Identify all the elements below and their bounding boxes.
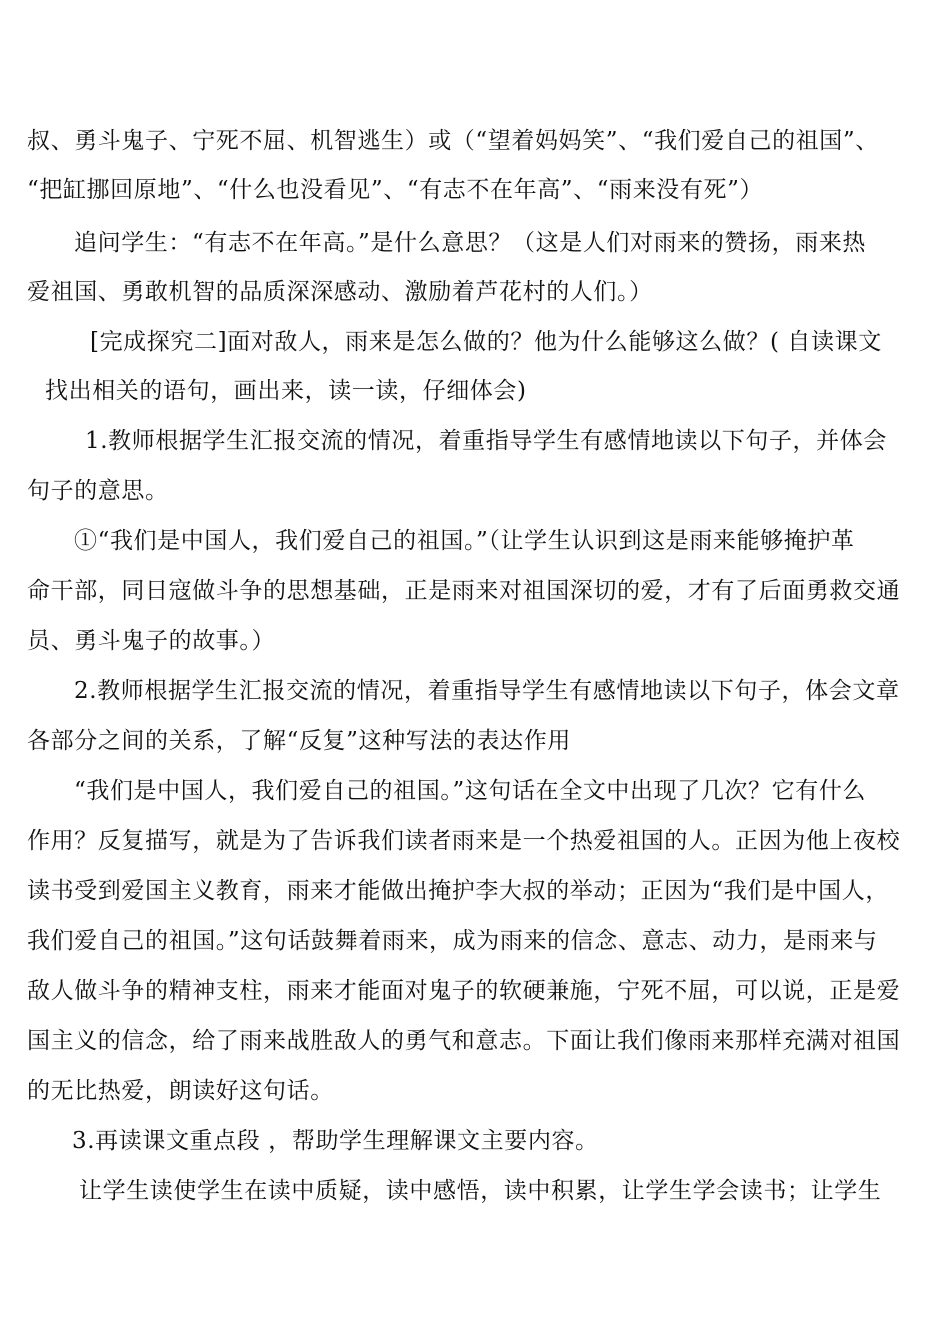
text-line: 3.再读课文重点段 ，帮助学生理解课文主要内容。 — [72, 1128, 599, 1154]
text-line: 读书受到爱国主义教育，雨来才能做出掩护李大叔的举动；正因为“我们是中国人， — [27, 878, 889, 904]
text-line: 爱祖国、勇敢机智的品质深深感动、激励着芦花村的人们。） — [27, 279, 653, 305]
text-line: 命干部，同日寇做斗争的思想基础，正是雨来对祖国深切的爱，才有了后面勇救交通 — [27, 578, 901, 604]
text-line: 2.教师根据学生汇报交流的情况，着重指导学生有感情地读以下句子，体会文章 — [74, 678, 900, 704]
text-line: “我们是中国人，我们爱自己的祖国。”这句话在全文中出现了几次？它有什么 — [74, 778, 867, 804]
text-line: 作用？反复描写，就是为了告诉我们读者雨来是一个热爱祖国的人。正因为他上夜校 — [27, 828, 901, 854]
text-line: 敌人做斗争的精神支柱，雨来才能面对鬼子的软硬兼施，宁死不屈，可以说，正是爱 — [27, 978, 901, 1004]
text-line: 句子的意思。 — [27, 478, 169, 504]
text-line: 找出相关的语句，画出来，读一读，仔细体会) — [45, 378, 527, 404]
text-line: 1.教师根据学生汇报交流的情况，着重指导学生有感情地读以下句子，并体会 — [85, 428, 887, 454]
text-line: 我们爱自己的祖国。”这句话鼓舞着雨来，成为雨来的信念、意志、动力，是雨来与 — [27, 928, 878, 954]
text-line: 的无比热爱，朗读好这句话。 — [27, 1078, 334, 1104]
text-line: 员、勇斗鬼子的故事。） — [27, 628, 276, 654]
text-line: “把缸挪回原地”、“什么也没看见”、“有志不在年高”、“雨来没有死”） — [27, 177, 764, 203]
text-line: 国主义的信念，给了雨来战胜敌人的勇气和意志。下面让我们像雨来那样充满对祖国 — [27, 1028, 901, 1054]
text-line: 让学生读使学生在读中质疑，读中感悟，读中积累，让学生学会读书；让学生 — [79, 1178, 882, 1204]
text-line: ①“我们是中国人，我们爱自己的祖国。”（让学生认识到这是雨来能够掩护革 — [74, 528, 855, 554]
text-line: 叔、勇斗鬼子、宁死不屈、机智逃生）或（“望着妈妈笑”、“我们爱自己的祖国”、 — [27, 128, 879, 154]
text-line: 各部分之间的关系，了解“反复”这种写法的表达作用 — [27, 728, 571, 754]
text-line: 追问学生：“有志不在年高。”是什么意思？（这是人们对雨来的赞扬，雨来热 — [74, 230, 867, 256]
text-line: [完成探究二]面对敌人，雨来是怎么做的？他为什么能够这么做？( 自读课文 — [90, 329, 882, 355]
